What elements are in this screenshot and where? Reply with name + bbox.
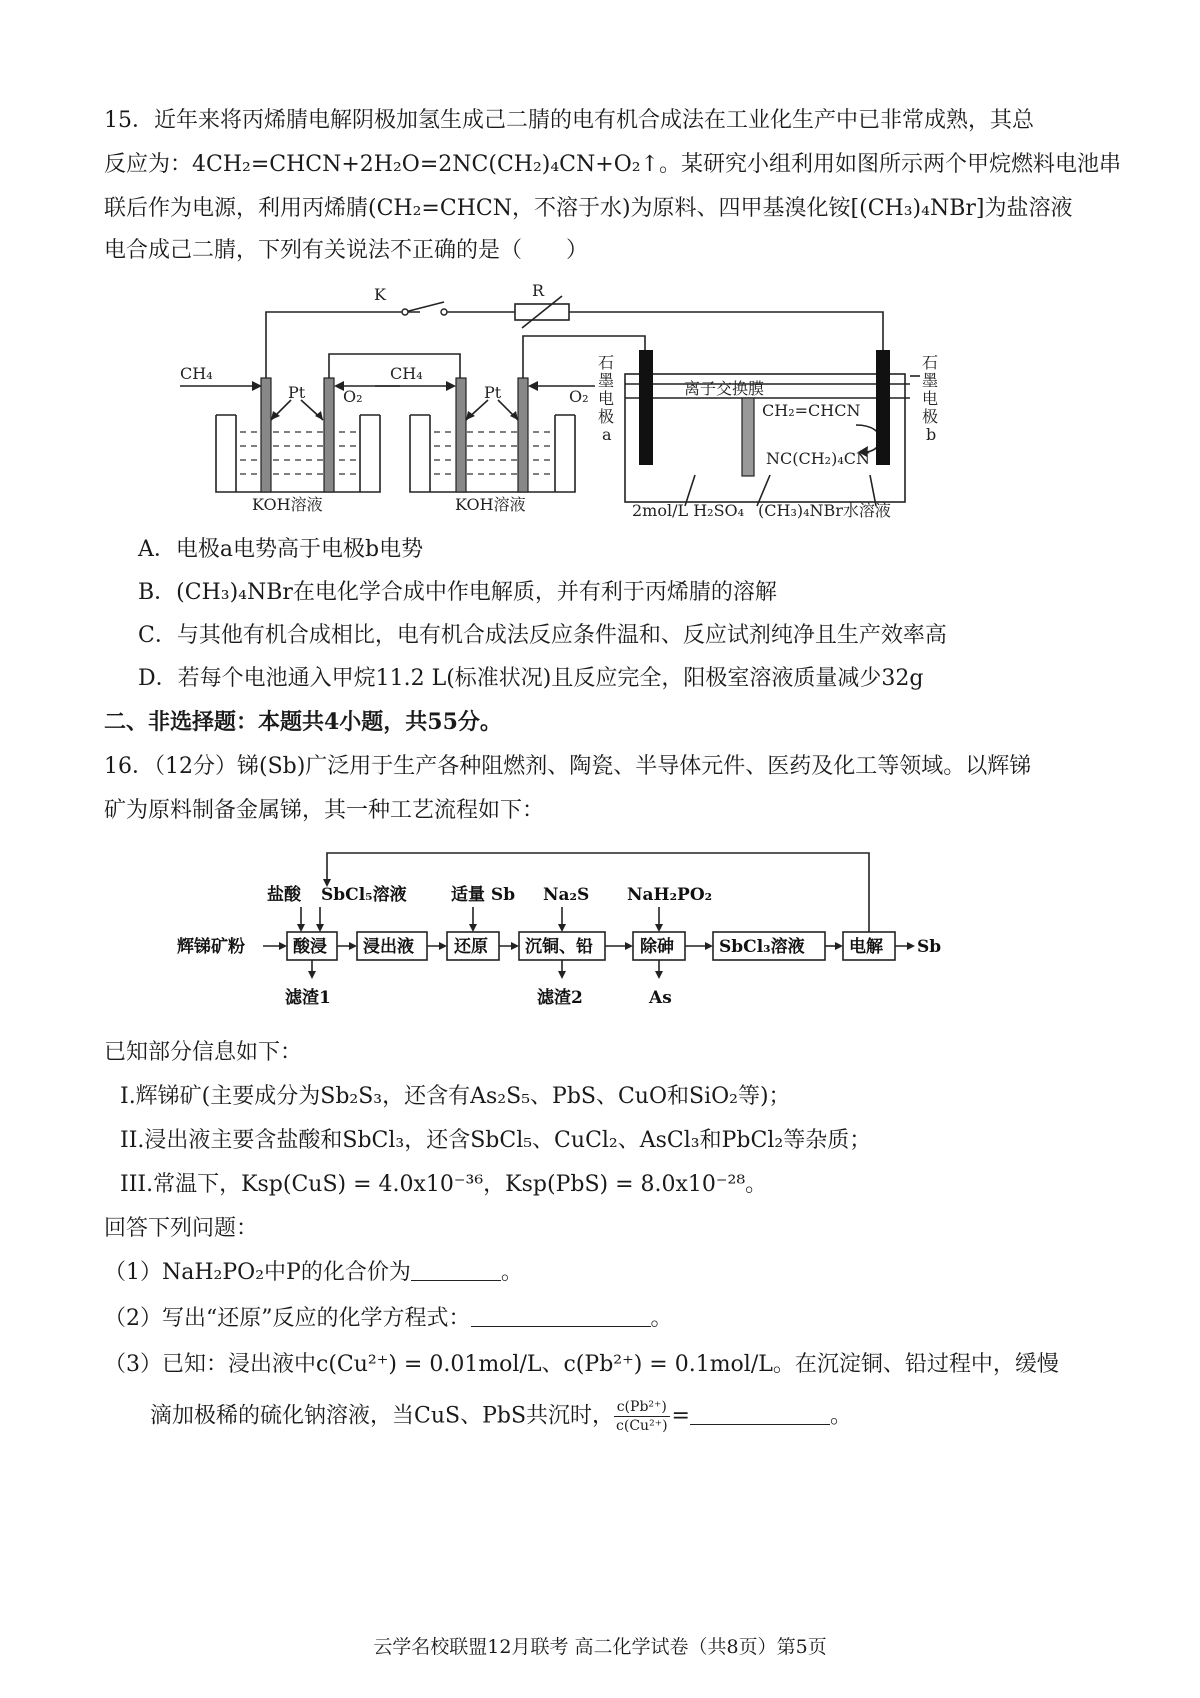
koh-label-2: KOH溶液 [455, 495, 526, 514]
q15-option-b: B．(CH₃)₄NBr在电化学合成中作电解质，并有利于丙烯腈的溶解 [138, 580, 777, 605]
h2so4-label: 2mol/L H₂SO₄ [632, 501, 745, 520]
flow-input-hcl: 盐酸 [267, 885, 301, 905]
section-heading: 二、非选择题：本题共4小题，共55分。 [104, 709, 502, 735]
switch-k-label: K [374, 285, 386, 304]
flow-output-residue1: 滤渣1 [285, 988, 331, 1008]
electrode-a-char-4: 极 [598, 407, 615, 426]
flow-box-leachate: 浸出液 [363, 937, 414, 957]
flow-output-as: As [649, 988, 672, 1008]
o2-label-1: O₂ [343, 387, 363, 406]
pt-label-1: Pt [288, 383, 306, 402]
q15-option-d: D．若每个电池通入甲烷11.2 L(标准状况)且反应完全，阳极室溶液质量减少32g [138, 666, 924, 691]
q15-option-c: C．与其他有机合成相比，电有机合成法反应条件温和、反应试剂纯净且生产效率高 [138, 623, 947, 648]
sub3-text: 滴加极稀的硫化钠溶液，当CuS、PbS共沉时， [150, 1403, 615, 1429]
electrode-b-char-5: b [926, 425, 937, 444]
sub3-answer-blank[interactable] [690, 1402, 830, 1425]
sub-question-1 [104, 1258, 1104, 1288]
q15-line4: 电合成己二腈，下列有关说法不正确的是（ ） [104, 238, 589, 263]
membrane-label: 离子交换膜 [684, 379, 765, 398]
sub2-text: （2）写出“还原”反应的化学方程式： [104, 1306, 471, 1331]
electrolysis-diagram [170, 280, 1050, 550]
fraction-numerator: c(Pb²⁺) [614, 1398, 670, 1417]
process-flow-diagram [175, 845, 975, 1025]
info-2: II.浸出液主要含盐酸和SbCl₃，还含SbCl₅、CuCl₂、AsCl₃和PbCl₂等杂质； [120, 1128, 872, 1153]
flow-end-label: Sb [917, 937, 942, 957]
sub2-answer-blank[interactable] [471, 1304, 651, 1327]
electrode-b-char-3: 电 [922, 389, 939, 408]
sub2-end: 。 [650, 1306, 673, 1331]
sub3-line2 [150, 1398, 1150, 1435]
electrode-b-char-1: 石 [922, 353, 939, 372]
flow-input-sb: 适量 Sb [451, 885, 516, 905]
ch4-label-1: CH₄ [180, 364, 213, 383]
fraction-denominator: c(Cu²⁺) [616, 1418, 668, 1434]
koh-label-1: KOH溶液 [252, 495, 323, 514]
q15-option-a: A．电极a电势高于电极b电势 [138, 537, 424, 562]
known-title: 已知部分信息如下： [104, 1040, 303, 1065]
flow-start-label: 辉锑矿粉 [177, 937, 245, 957]
flow-box-reduction: 还原 [454, 937, 488, 957]
concentration-ratio-fraction [614, 1398, 670, 1435]
flow-input-sbcl5: SbCl₅溶液 [321, 885, 407, 905]
resistor-r-label: R [532, 281, 545, 300]
sub1-text: （1）NaH₂PO₂中P的化合价为 [104, 1260, 411, 1285]
acrylonitrile-label: CH₂=CHCN [762, 401, 861, 420]
electrode-a-char-5: a [602, 425, 612, 444]
o2-label-2: O₂ [569, 387, 589, 406]
fraction-equals: = [671, 1403, 690, 1429]
electrode-a-char-1: 石 [598, 353, 615, 372]
q15-line2: 反应为：4CH₂=CHCN+2H₂O=2NC(CH₂)₄CN+O₂↑。某研究小组利用如图所示两个甲烷燃料电池串 [104, 152, 1121, 177]
electrode-b-char-4: 极 [922, 407, 939, 426]
flow-box-precipitate: 沉铜、铅 [525, 937, 593, 957]
salt-solution-label: (CH₃)₄NBr水溶液 [758, 501, 891, 520]
sub3-end: 。 [829, 1403, 852, 1429]
sub1-answer-blank[interactable] [411, 1258, 501, 1281]
electrode-a-char-2: 墨 [598, 371, 615, 390]
flow-box-electrolysis: 电解 [849, 937, 883, 957]
q15-line1: 15．近年来将丙烯腈电解阴极加氢生成己二腈的电有机合成法在工业化生产中已非常成熟，其总 [104, 108, 1034, 133]
sub3-line1: （3）已知：浸出液中c(Cu²⁺) = 0.01mol/L、c(Pb²⁺) = 0.1mol/L。在沉淀铜、铅过程中，缓慢 [104, 1352, 1059, 1377]
sub-question-2 [104, 1304, 1104, 1334]
flow-box-acid-leach: 酸浸 [293, 937, 327, 957]
answer-title: 回答下列问题： [104, 1216, 259, 1241]
ch4-label-2: CH₄ [390, 364, 423, 383]
q15-line3: 联后作为电源，利用丙烯腈(CH₂=CHCN，不溶于水)为原料、四甲基溴化铵[(CH₃)₄NBr]为盐溶液 [104, 196, 1073, 221]
flow-input-na2s: Na₂S [543, 885, 590, 905]
electrode-a-char-3: 电 [598, 389, 615, 408]
electrode-b-char-2: 墨 [922, 371, 939, 390]
pt-label-2: Pt [484, 383, 502, 402]
flow-box-sbcl3: SbCl₃溶液 [719, 937, 805, 957]
flow-box-remove-arsenic: 除砷 [640, 937, 674, 957]
sub1-end: 。 [500, 1260, 523, 1285]
adiponitrile-label: NC(CH₂)₄CN [766, 449, 870, 468]
flow-input-nah2po2: NaH₂PO₂ [627, 885, 713, 905]
info-3: III.常温下，Ksp(CuS) = 4.0x10⁻³⁶，Ksp(PbS) = 8.0x10⁻²⁸。 [120, 1172, 768, 1197]
q16-line1: 16．（12分）锑(Sb)广泛用于生产各种阻燃剂、陶瓷、半导体元件、医药及化工等领域。以辉锑 [104, 754, 1032, 779]
page-footer: 云学名校联盟12月联考 高二化学试卷（共8页）第5页 [373, 1636, 827, 1658]
info-1: I.辉锑矿(主要成分为Sb₂S₃，还含有As₂S₅、PbS、CuO和SiO₂等)； [120, 1084, 791, 1109]
flow-output-residue2: 滤渣2 [537, 988, 583, 1008]
q16-line2: 矿为原料制备金属锑，其一种工艺流程如下： [104, 798, 545, 823]
